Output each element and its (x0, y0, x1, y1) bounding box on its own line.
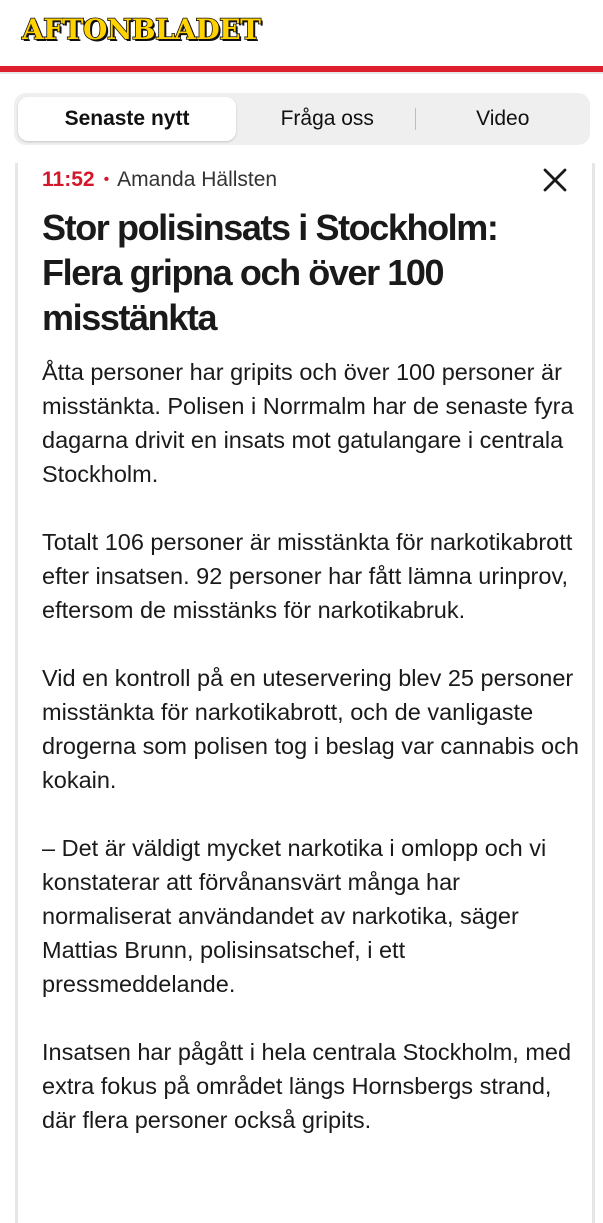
article-paragraph: Åtta personer har gripits och över 100 personer är misstänkta. Polisen i Norrmalm har de senaste fyra dagarna drivit en insats mot gatulangare i centrala Stockholm. (42, 359, 574, 487)
logo-text: AFTONBLADET (22, 13, 261, 46)
meta-separator: • (103, 171, 110, 188)
article-body (42, 355, 582, 1171)
tab-label: Video (476, 107, 530, 130)
tab-label: Senaste nytt (64, 107, 190, 130)
article-author[interactable]: Amanda Hällsten (117, 168, 278, 191)
article-card (15, 163, 595, 1223)
aftonbladet-logo[interactable] (22, 10, 260, 50)
site-header (0, 0, 603, 66)
article-paragraph: – Det är väldigt mycket narkotika i omlopp och vi konstaterar att förvånansvärt många har normaliserat användandet av narkotika, säger Mattias Brunn, polisinsatschef, i ett pressmeddelande. (42, 835, 547, 997)
header-divider (0, 72, 603, 74)
tab-fraga-oss[interactable] (240, 97, 415, 141)
close-button[interactable] (538, 163, 572, 197)
tab-label: Fråga oss (280, 107, 374, 130)
tab-senaste-nytt[interactable] (18, 97, 236, 141)
article-headline: Stor polisinsats i Stockholm: Flera gripna och över 100 misstänkta (42, 207, 498, 338)
article-time: 11:52 (42, 168, 95, 191)
article-paragraph: Totalt 106 personer är misstänkta för narkotikabrott efter insatsen. 92 personer har fått lämna urinprov, eftersom de misstänks för narkotikabruk. (42, 529, 573, 623)
tab-video[interactable] (416, 97, 591, 141)
tab-bar (14, 93, 590, 145)
article-paragraph: Insatsen har pågått i hela centrala Stockholm, med extra fokus på området längs Hornsbergs strand, där flera personer också gripits. (42, 1039, 572, 1133)
article-meta (42, 165, 277, 195)
article-paragraph: Vid en kontroll på en uteservering blev 25 personer misstänkta för narkotikabrott, och de vanligaste drogerna som polisen tog i beslag var cannabis och kokain. (42, 665, 579, 793)
close-icon (542, 167, 568, 193)
